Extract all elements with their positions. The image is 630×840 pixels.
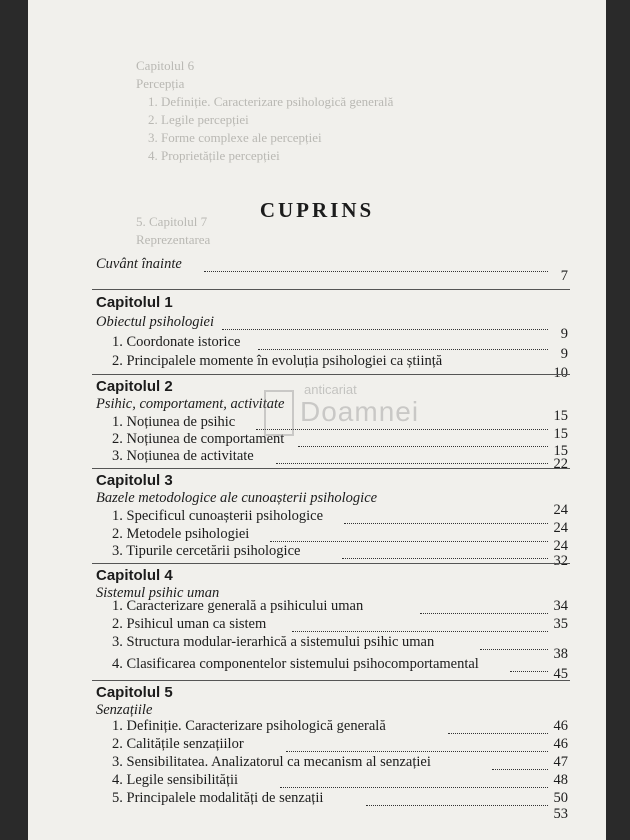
toc-entry-label: 5. Principalele modalități de senzații — [112, 790, 324, 806]
section-divider — [92, 289, 570, 290]
toc-page-number: 24 — [553, 502, 568, 518]
toc-page-number: 35 — [553, 616, 568, 632]
leader-dots — [286, 750, 548, 752]
toc-page-number: 24 — [553, 538, 568, 554]
leader-dots — [448, 732, 548, 734]
toc-entry-label: 2. Principalele momente în evoluția psihologiei ca știință — [112, 353, 443, 369]
toc-page-number: 46 — [553, 718, 568, 734]
toc-entry — [96, 598, 568, 616]
bleed-through-line: 3. Forme complexe ale percepției — [148, 130, 322, 145]
toc-page-number: 22 — [553, 456, 568, 472]
watermark-logo — [264, 382, 430, 452]
chapter-heading: Capitolul 5 — [96, 684, 173, 701]
bleed-through-line: Reprezentarea — [136, 232, 211, 247]
bleed-through-line: 2. Legile percepției — [148, 112, 249, 127]
toc-entry — [96, 718, 568, 736]
chapter-subtitle-label: Bazele metodologice ale cunoașterii psihologice — [96, 490, 378, 506]
watermark-frame-icon — [264, 390, 294, 436]
leader-dots — [492, 768, 548, 770]
toc-page-number: 53 — [553, 806, 568, 822]
chapter-subtitle-label: Obiectul psihologiei — [96, 314, 214, 330]
toc-page-number: 9 — [560, 346, 568, 362]
toc-page-number: 50 — [553, 790, 568, 806]
toc-page-number: 10 — [553, 365, 568, 381]
toc-page-number: 34 — [553, 598, 568, 614]
toc-entry-intro-page — [96, 268, 568, 286]
leader-dots — [420, 612, 548, 614]
chapter-heading: Capitolul 3 — [96, 472, 173, 489]
bleed-through-line: 5. Capitolul 7 — [136, 214, 208, 229]
toc-page-number: 15 — [553, 443, 568, 459]
toc-page-number: 45 — [553, 666, 568, 682]
book-page — [28, 0, 606, 840]
toc-entry-label: 2. Psihicul uman ca sistem — [112, 616, 267, 632]
toc-entry-label: 1. Definiție. Caracterizare psihologică generală — [112, 718, 386, 734]
leader-dots — [292, 630, 548, 632]
toc-page-number: 24 — [553, 520, 568, 536]
bleed-through-line: 4. Proprietățile percepției — [148, 148, 280, 163]
section-divider — [92, 563, 570, 564]
bleed-through-line: 1. Definiție. Caracterizare psihologică generală — [148, 94, 394, 109]
bleed-through-line: Percepția — [136, 76, 185, 91]
toc-entry — [96, 772, 568, 790]
toc-page-number: 15 — [553, 426, 568, 442]
chapter-heading: Capitolul 2 — [96, 378, 173, 395]
toc-entry — [96, 736, 568, 754]
chapter-heading: Capitolul 4 — [96, 567, 173, 584]
toc-entry — [96, 616, 568, 634]
toc-page-number: 15 — [553, 408, 568, 424]
toc-entry-label: 3. Structura modular-ierarhică a sistemului psihic uman — [112, 634, 435, 650]
toc-entry-label: 2. Metodele psihologiei — [112, 526, 250, 542]
toc-page-number: 32 — [553, 553, 568, 569]
bleed-through-line: Capitolul 6 — [136, 58, 195, 73]
section-divider — [92, 680, 570, 681]
page-title: CUPRINS — [259, 198, 375, 222]
chapter-heading: Capitolul 1 — [96, 294, 173, 311]
toc-page-number: 38 — [553, 646, 568, 662]
toc-entry-label: 3. Noțiunea de activitate — [112, 448, 254, 464]
watermark-text: anticariat — [304, 382, 357, 397]
section-divider — [92, 468, 570, 469]
chapter-subtitle-label: Sistemul psihic uman — [96, 585, 220, 601]
toc-entry-label: 3. Tipurile cercetării psihologice — [112, 543, 301, 559]
watermark-text: Doamnei — [300, 396, 420, 427]
toc-entry-label: Cuvânt înainte — [96, 256, 182, 272]
toc-entry-label: 2. Noțiunea de comportament — [112, 431, 285, 447]
toc-entry-label: 1. Coordonate istorice — [112, 334, 241, 350]
toc-entry-label: 4. Legile sensibilității — [112, 772, 239, 788]
section-divider — [92, 374, 570, 375]
chapter-subtitle-label: Psihic, comportament, activitate — [96, 396, 285, 412]
toc-entry — [96, 754, 568, 772]
toc-entry-label: 1. Specificul cunoașterii psihologice — [112, 508, 324, 524]
toc-page-number: 48 — [553, 772, 568, 788]
toc-entry-label: 1. Caracterizare generală a psihicului uman — [112, 598, 364, 614]
toc-entry-label: 4. Clasificarea componentelor sistemului psihocomportamental — [112, 656, 479, 672]
toc-page-number: 47 — [553, 754, 568, 770]
chapter-trailing-page-row — [96, 806, 568, 824]
toc-page-number: 7 — [560, 268, 568, 284]
toc-page-number: 46 — [553, 736, 568, 752]
leader-dots — [280, 786, 548, 788]
toc-entry-page-row — [96, 666, 568, 684]
toc-entry-label: 3. Sensibilitatea. Analizatorul ca mecanism al senzației — [112, 754, 431, 770]
toc-page-number: 9 — [560, 326, 568, 342]
toc-entry-label: 1. Noțiunea de psihic — [112, 414, 236, 430]
toc-entry-label: 2. Calitățile senzațiilor — [112, 736, 244, 752]
chapter-subtitle-label: Senzațiile — [96, 702, 153, 718]
